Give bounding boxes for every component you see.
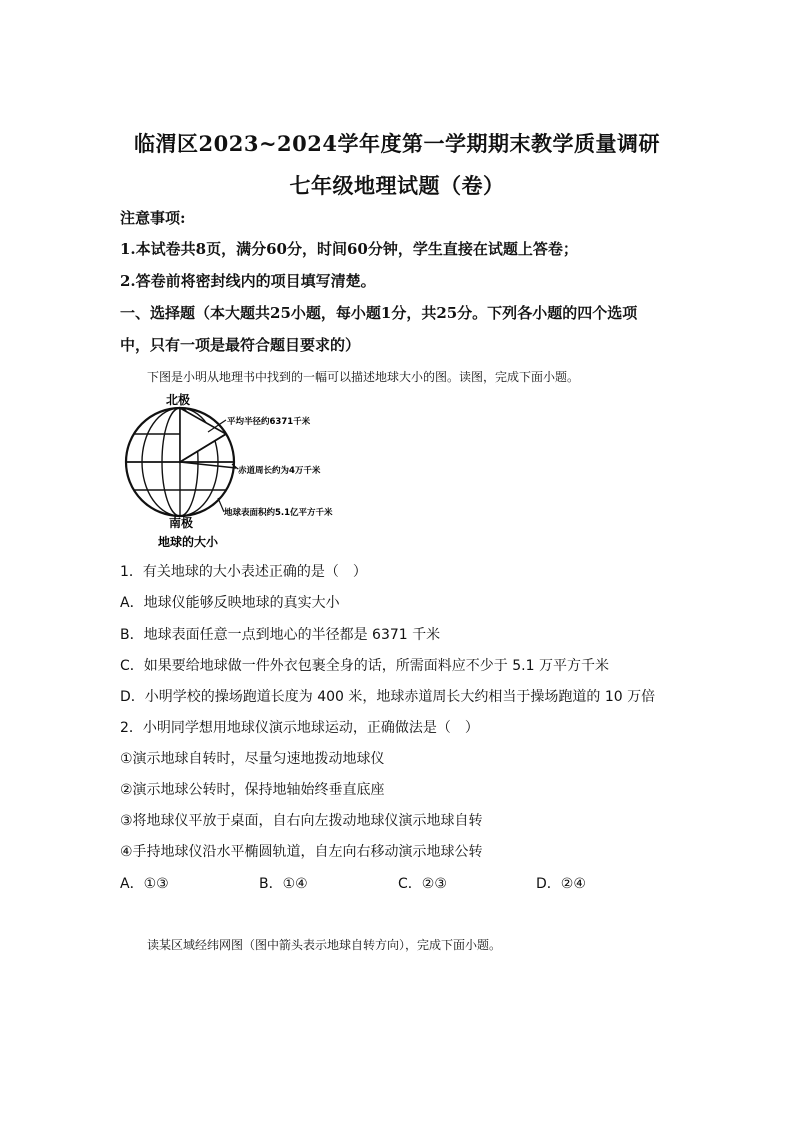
question-2-stem: 2．小明同学想用地球仪演示地球运动，正确做法是（ ） xyxy=(120,720,479,736)
question-2-option-a: A．①③ xyxy=(120,876,169,892)
question-2-option-d: D．②④ xyxy=(536,876,586,892)
exam-title: 临渭区2023~2024学年度第一学期期末教学质量调研 xyxy=(134,131,660,156)
note-item-2: 2.答卷前将密封线内的项目填写清楚。 xyxy=(120,272,376,290)
section-heading-line2: 中，只有一项是最符合题目要求的） xyxy=(120,336,361,354)
section-heading-line1: 一、选择题（本大题共25小题，每小题1分，共25分。下列各小题的四个选项 xyxy=(120,304,638,322)
question-1-option-c: C．如果要给地球做一件外衣包裹全身的话，所需面料应不少于 5.1 万平方千米 xyxy=(120,658,609,674)
south-pole-label: 南极 xyxy=(169,516,194,530)
equator-label: 赤道周长约为4万千米 xyxy=(238,466,321,476)
earth-size-figure xyxy=(118,390,378,550)
question-2-option-c: C．②③ xyxy=(398,876,447,892)
question-2-statement-4: ④手持地球仪沿水平椭圆轨道，自左向右移动演示地球公转 xyxy=(120,844,483,860)
question-1-stem: 1．有关地球的大小表述正确的是（ ） xyxy=(120,564,367,580)
note-item-1: 1.本试卷共8页，满分60分，时间60分钟，学生直接在试题上答卷； xyxy=(120,240,578,258)
question-1-option-d: D．小明学校的操场跑道长度为 400 米，地球赤道周长大约相当于操场跑道的 10 万倍 xyxy=(120,689,656,705)
map-intro: 读某区域经纬网图（图中箭头表示地球自转方向），完成下面小题。 xyxy=(147,938,502,952)
question-2-statement-2: ②演示地球公转时，保持地轴始终垂直底座 xyxy=(120,782,385,798)
question-2-option-b: B．①④ xyxy=(259,876,308,892)
question-2-statement-1: ①演示地球自转时，尽量匀速地拨动地球仪 xyxy=(120,751,385,767)
figure-intro: 下图是小明从地理书中找到的一幅可以描述地球大小的图。读图，完成下面小题。 xyxy=(147,370,580,384)
question-1-option-a: A．地球仪能够反映地球的真实大小 xyxy=(120,595,340,611)
question-1-option-b: B．地球表面任意一点到地心的半径都是 6371 千米 xyxy=(120,627,441,643)
figure-caption: 地球的大小 xyxy=(158,535,219,549)
surface-area-label: 地球表面积约5.1亿平方千米 xyxy=(224,508,333,518)
north-pole-label: 北极 xyxy=(166,393,191,407)
radius-label: 平均半径约6371千米 xyxy=(227,417,311,427)
notes-heading: 注意事项: xyxy=(120,209,186,227)
exam-subtitle: 七年级地理试题（卷） xyxy=(289,173,505,198)
question-2-statement-3: ③将地球仪平放于桌面，自右向左拨动地球仪演示地球自转 xyxy=(120,813,483,829)
